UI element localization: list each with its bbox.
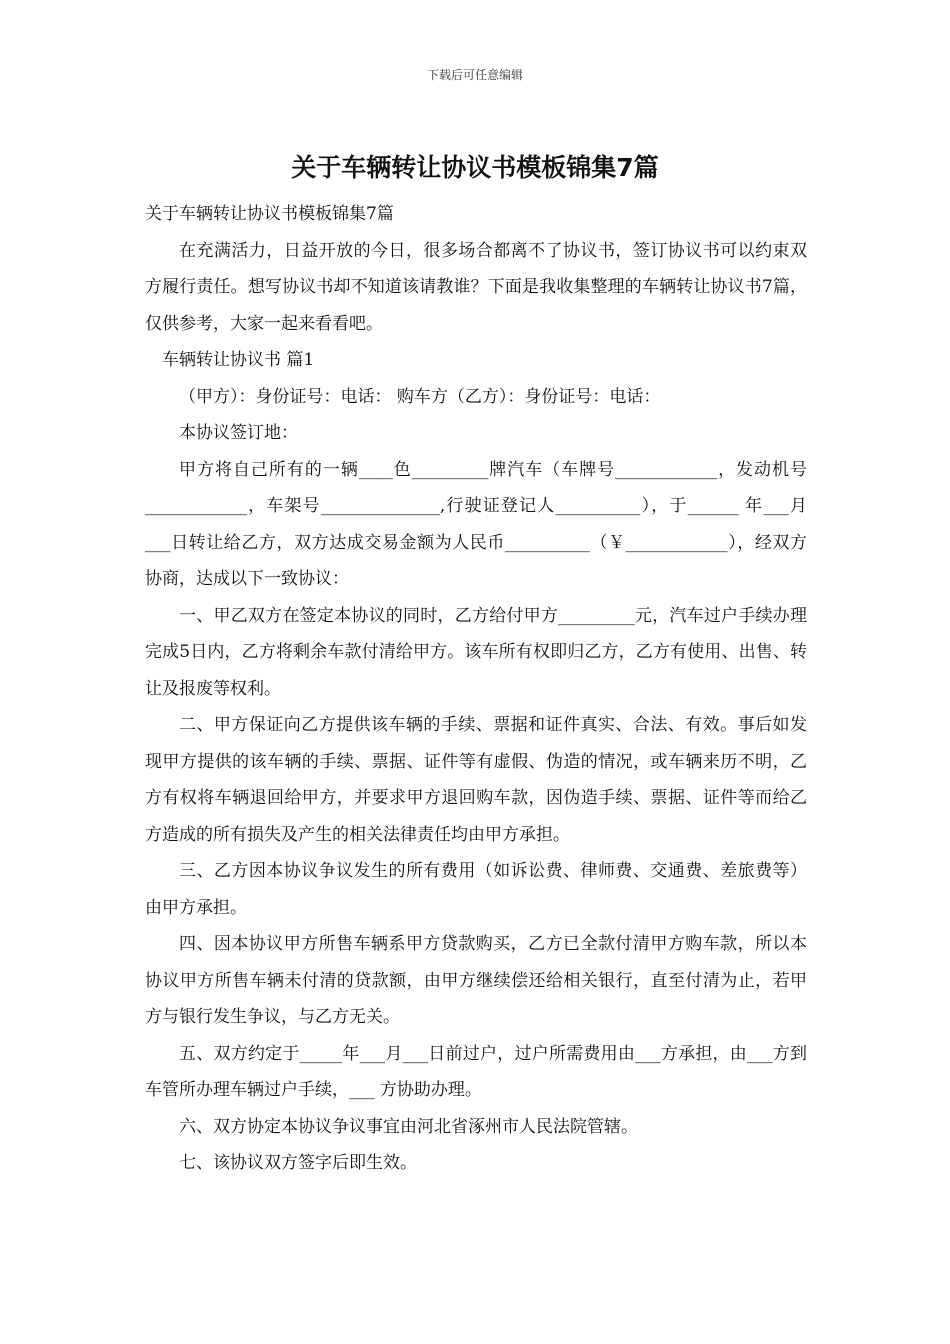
page-header: 下载后可任意编辑 [426, 68, 523, 82]
clause-2: 二、甲方保证向乙方提供该车辆的手续、票据和证件真实、合法、有效。事后如发现甲方提供的该车辆的手续、票据、证件等有虚假、伪造的情况，或车辆来历不明，乙方有权将车辆退回给甲方，并要求甲方退回购车款，因伪造手续、票据、证件等而给乙方造成的所有损失及产生的相关法律责任均由甲方承担。 [145, 715, 807, 845]
document-body [145, 196, 807, 1182]
clause-7: 七、该协议双方签字后即生效。 [179, 1153, 417, 1173]
document-subtitle: 关于车辆转让协议书模板锦集7篇 [145, 204, 394, 224]
clause-6: 六、双方协定本协议争议事宜由河北省涿州市人民法院管辖。 [179, 1116, 638, 1137]
parties-line: （甲方）：身份证号：电话： 购车方（乙方）：身份证号：电话： [179, 386, 661, 407]
document-title: 关于车辆转让协议书模板锦集7篇 [291, 153, 659, 182]
clause-1: 一、甲乙双方在签定本协议的同时，乙方给付甲方_________元，汽车过户手续办理完成5日内，乙方将剩余车款付清给甲方。该车所有权即归乙方，乙方有使用、出售、转让及报废等权利。 [145, 605, 807, 699]
clause-5: 五、双方约定于_____年___月___日前过户，过户所需费用由___方承担，由___方到车管所办理车辆过户手续，___ 方协助办理。 [145, 1043, 807, 1100]
intro-paragraph: 在充满活力，日益开放的今日，很多场合都离不了协议书，签订协议书可以约束双方履行责任。想写协议书却不知道该请教谁？下面是我收集整理的车辆转让协议书7篇，仅供参考，大家一起来看看吧。 [145, 240, 807, 334]
sign-place-line: 本协议签订地： [179, 423, 298, 443]
section-heading: 车辆转让协议书 篇1 [162, 350, 315, 370]
vehicle-paragraph: 甲方将自己所有的一辆____色_________牌汽车（车牌号____________，发动机号____________，车架号______________,行驶证登记人__________），于______ 年___月___日转让给乙方，双方达成交易金额为人民币__________（￥____________），经双方协商，达成以下一致协议： [145, 459, 807, 589]
clause-4: 四、因本协议甲方所售车辆系甲方贷款购买，乙方已全款付清甲方购车款，所以本协议甲方所售车辆未付清的贷款额，由甲方继续偿还给相关银行，直至付清为止，若甲方与银行发生争议，与乙方无关。 [145, 934, 807, 1027]
clause-3: 三、乙方因本协议争议发生的所有费用（如诉讼费、律师费、交通费、差旅费等）由甲方承担。 [145, 861, 807, 918]
